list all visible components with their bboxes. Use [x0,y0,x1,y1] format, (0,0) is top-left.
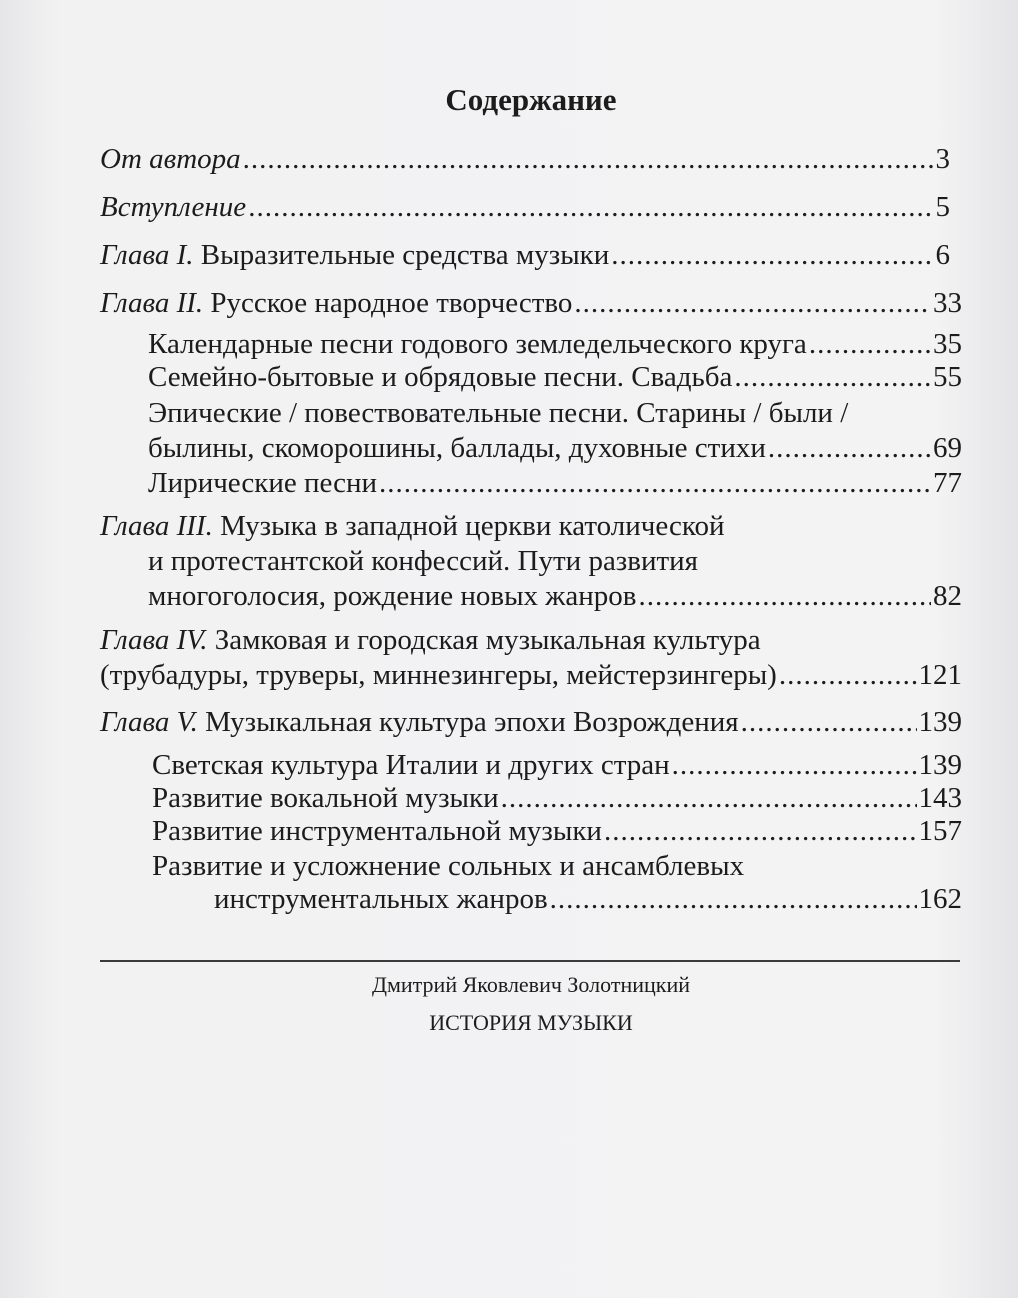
toc-page-number: 162 [918,883,962,915]
toc-entry-label: Развитие инструментальной музыки [152,815,602,847]
toc-page-number: 82 [933,580,962,612]
toc-entry-label: Лирические песни [148,467,378,499]
toc-entry-label: инструментальных жанров [214,883,548,915]
toc-entry-epic-songs-line-2 [148,431,962,465]
toc-entry-solo-ensemble-line-2 [214,882,962,916]
leader-dots [768,431,931,465]
toc-page-number: 139 [918,706,962,738]
toc-entry-chapter-1 [100,238,950,272]
toc-entry-label: Выразительные средства музыки [193,239,610,271]
toc-entry-label: Календарные песни годового земледельческого круга [148,328,807,360]
toc-entry-chapter-3-line-2: и протестантской конфессий. Пути развития [148,545,699,577]
toc-entry-chapter-3-line-1 [100,509,724,543]
toc-entry-chapter-3-line-3 [148,579,962,613]
chapter-label: Глава IV. [100,624,208,656]
leader-dots [243,142,934,176]
leader-dots [379,466,931,500]
toc-entry-label: Музыкальная культура эпохи Возрождения [197,706,739,738]
toc-entry-label: былины, скоморошины, баллады, духовные стихи [148,432,766,464]
toc-entry-secular-culture [152,748,962,782]
toc-entry-label: От автора [100,143,241,175]
chapter-label: Глава III. [100,510,213,542]
toc-entry-introduction [100,190,950,224]
chapter-label: Глава V. [100,706,198,738]
toc-entry-label: Светская культура Италии и других стран [152,749,670,781]
toc-entry-label: (трубадуры, труверы, миннезингеры, мейстерзингеры) [100,659,777,691]
toc-entry-vocal-music [152,781,962,815]
toc-entry-label: Вступление [100,191,247,223]
toc-entry-from-author [100,142,950,176]
leader-dots [672,748,917,782]
toc-page-number: 5 [935,191,950,223]
toc-page-number: 3 [935,143,950,175]
leader-dots [501,781,917,815]
leader-dots [611,238,933,272]
toc-page-number: 121 [918,659,962,691]
toc-entry-label: Семейно-бытовые и обрядовые песни. Свадьба [148,361,733,393]
leader-dots [604,814,917,848]
leader-dots [809,327,931,361]
leader-dots [248,190,933,224]
leader-dots [779,658,917,692]
page-title: Содержание [445,82,617,117]
toc-page-number: 157 [918,815,962,847]
leader-dots [574,286,931,320]
separator-rule [100,960,960,962]
leader-dots [638,579,931,613]
toc-entry-calendar-songs [148,327,962,361]
toc-page-number: 33 [933,287,962,319]
toc-entry-label: многоголосия, рождение новых жанров [148,580,637,612]
toc-entry-label: Развитие вокальной музыки [152,782,499,814]
chapter-label: Глава I. [100,239,194,271]
imprint-author: Дмитрий Яковлевич Золотницкий [371,972,691,997]
toc-entry-solo-ensemble-line-1: Развитие и усложнение сольных и ансамблевых [152,850,745,882]
toc-page-number: 6 [935,239,950,271]
toc-entry-chapter-2 [100,286,962,320]
toc-entry-chapter-4-line-1 [100,623,761,657]
chapter-label: Глава II. [100,287,204,319]
toc-entry-lyrical-songs [148,466,962,500]
toc-entry-epic-songs-line-1: Эпические / повествовательные песни. Старины / были / [148,397,849,429]
leader-dots [550,882,917,916]
toc-entry-chapter-5 [100,705,962,739]
toc-page-number: 143 [918,782,962,814]
toc-entry-family-songs [148,360,962,394]
leader-dots [741,705,917,739]
toc-page-number: 69 [933,432,962,464]
toc-page-number: 55 [933,361,962,393]
imprint-book-title: ИСТОРИЯ МУЗЫКИ [429,1010,633,1035]
toc-entry-label: Музыка в западной церкви католической [212,510,725,542]
toc-page-number: 77 [933,467,962,499]
toc-entry-chapter-4-line-2 [100,658,962,692]
leader-dots [734,360,931,394]
toc-entry-label: Замковая и городская музыкальная культура [207,624,761,656]
toc-entry-label: Русское народное творчество [203,287,573,319]
toc-page-number: 35 [933,328,962,360]
toc-entry-instrumental-music [152,814,962,848]
toc-page-number: 139 [918,749,962,781]
